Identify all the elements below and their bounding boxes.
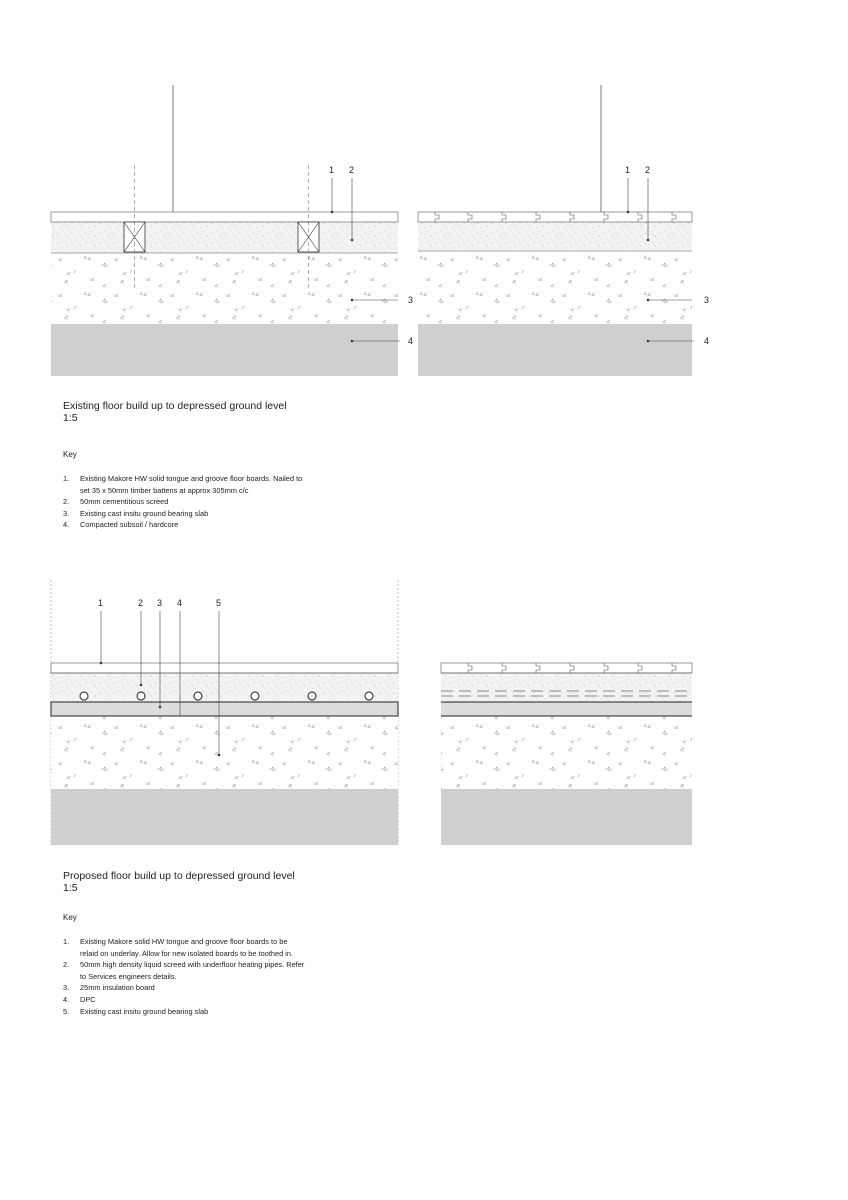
heating-pipe	[308, 692, 316, 700]
callout-1: 1	[625, 165, 631, 175]
key-item-line: Existing cast insitu ground bearing slab	[80, 508, 209, 518]
key-item-line: 50mm high density liquid screed with underfloor heating pipes. Refer	[80, 960, 305, 970]
callout-3: 3	[408, 295, 414, 305]
key-item-line: 25mm insulation board	[80, 983, 155, 993]
heating-pipe	[251, 692, 259, 700]
key-item-number: 3.	[63, 983, 70, 993]
key-item	[63, 936, 304, 959]
existing-detail-right	[418, 85, 709, 376]
key-item-line: Compacted subsoil / hardcore	[80, 520, 179, 530]
heating-pipe	[137, 692, 145, 700]
key-item	[63, 496, 302, 508]
key-item	[63, 959, 304, 982]
key-item-line: relaid on underlay. Allow for new isolated boards to be toothed in.	[80, 948, 294, 958]
key-item-number: 1.	[63, 474, 70, 483]
key-item-number: 2.	[63, 960, 70, 970]
existing-title: Existing floor build up to depressed ground level	[63, 400, 287, 412]
callout-3: 3	[157, 598, 163, 608]
key-item-number: 1.	[63, 937, 70, 946]
proposed-key-list	[63, 936, 304, 1017]
proposed-title: Proposed floor build up to depressed ground level	[63, 870, 295, 882]
heating-pipe	[194, 692, 202, 700]
existing-scale: 1:5	[63, 412, 78, 424]
key-item-number: 4.	[63, 520, 70, 530]
key-item-line: to Services engineers details.	[80, 971, 177, 981]
key-item-line: 50mm cementitious screed	[80, 497, 169, 507]
callout-1: 1	[98, 598, 104, 608]
callout-5: 5	[216, 598, 222, 608]
key-item	[63, 519, 302, 531]
key-item-number: 5.	[63, 1006, 70, 1016]
proposed-key-heading: Key	[63, 913, 77, 922]
insulation-board	[51, 702, 398, 716]
callout-4: 4	[177, 598, 183, 608]
key-item-line: Existing Makore HW solid tongue and groove floor boards. Nailed to	[80, 474, 303, 483]
callout-2: 2	[138, 598, 144, 608]
screed-layer	[51, 222, 398, 253]
key-item	[63, 508, 302, 520]
existing-key-list	[63, 473, 302, 531]
heating-pipe	[80, 692, 88, 700]
key-item-line: DPC	[80, 994, 96, 1004]
callout-4: 4	[408, 336, 414, 346]
key-item-line: Existing cast insitu ground bearing slab	[80, 1006, 209, 1016]
existing-key-heading: Key	[63, 450, 77, 459]
key-item	[63, 982, 304, 994]
key-item-line: Existing Makore solid HW tongue and groove floor boards to be	[80, 937, 288, 946]
callout-2: 2	[645, 165, 651, 175]
heating-pipe	[365, 692, 373, 700]
key-item-number: 4.	[63, 994, 70, 1004]
callout-1: 1	[329, 165, 335, 175]
key-item-number: 2.	[63, 497, 70, 507]
proposed-detail-right	[441, 663, 692, 845]
callout-4: 4	[704, 336, 710, 346]
key-item-number: 3.	[63, 508, 70, 518]
key-item	[63, 473, 302, 496]
key-item	[63, 1006, 304, 1018]
existing-detail-left	[51, 85, 413, 376]
key-item-line: set 35 x 50mm timber battens at approx 305mm c/c	[80, 485, 249, 495]
callout-3: 3	[704, 295, 710, 305]
proposed-scale: 1:5	[63, 882, 78, 894]
callout-2: 2	[349, 165, 355, 175]
subsoil-section	[51, 324, 398, 376]
floorboard-layer	[51, 212, 398, 222]
proposed-detail-left	[51, 580, 398, 845]
concrete-slab-section	[51, 254, 398, 324]
key-item	[63, 994, 304, 1006]
